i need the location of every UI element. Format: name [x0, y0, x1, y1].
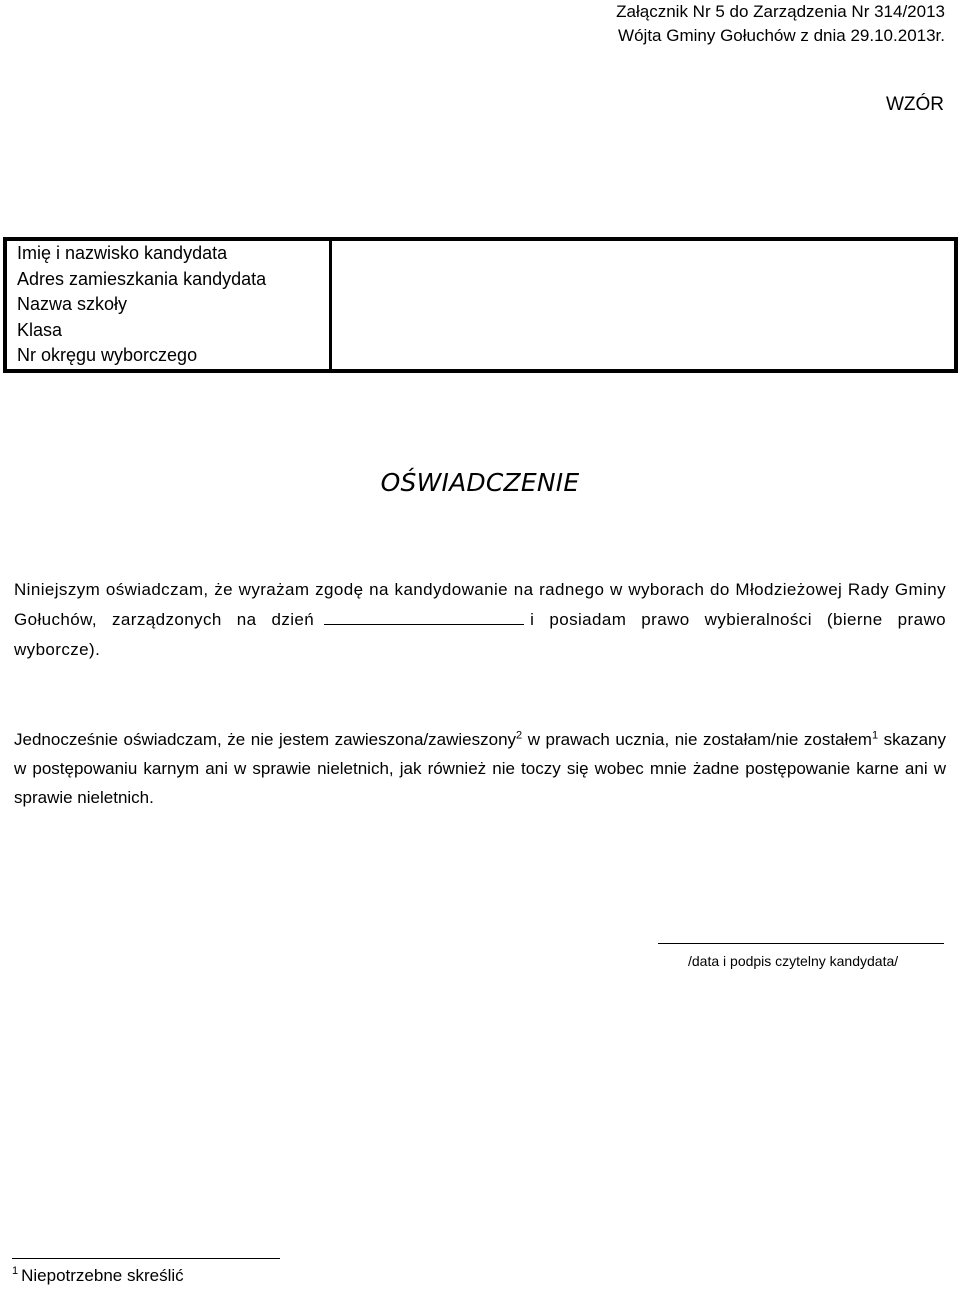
candidate-data-field[interactable]: [331, 239, 957, 371]
footnote-text: Niepotrzebne skreślić: [21, 1266, 184, 1285]
signature-line[interactable]: [658, 943, 944, 944]
label-district: Nr okręgu wyborczego: [17, 345, 198, 365]
declaration-paragraph-1: [14, 575, 946, 665]
header-line-1: Załącznik Nr 5 do Zarządzenia Nr 314/2013: [616, 2, 945, 21]
candidate-info-table: [3, 237, 958, 373]
declaration-paragraph-2: [14, 725, 946, 812]
footnote-ref-2: 2: [516, 729, 523, 742]
para1-text-after: i posiadam prawo wybieralności (bierne prawo wyborcze).: [14, 610, 946, 659]
template-label: WZÓR: [885, 94, 944, 115]
header-line-2: Wójta Gminy Gołuchów z dnia 29.10.2013r.: [618, 26, 945, 45]
label-class: Klasa: [17, 319, 63, 340]
header-attachment-note: [616, 0, 945, 48]
footnote-separator: [12, 1258, 280, 1259]
label-school: Nazwa szkoły: [17, 294, 128, 314]
para2-part-2: w prawach ucznia, nie zostałam/nie zostałem: [522, 730, 872, 749]
date-blank-field[interactable]: [324, 606, 524, 625]
footnote-number: 1: [12, 1265, 19, 1278]
footnote-ref-1: 1: [871, 729, 879, 742]
label-address: Adres zamieszkania kandydata: [17, 268, 267, 289]
para1-text-before: Niniejszym oświadczam, że wyrażam zgodę na kandydowanie na radnego w wyborach do Młodzieżowej Rady Gminy Gołuchów, zarządzonych na dzień: [14, 580, 946, 629]
document-title: OŚWIADCZENIE: [380, 468, 580, 497]
candidate-labels-cell: [5, 239, 331, 371]
para2-part-3: skazany w postępowaniu karnym ani w sprawie nieletnich, jak również nie toczy się wobec mnie żadne postępowanie karne ani w sprawie nieletnich.: [14, 730, 946, 807]
label-name: Imię i nazwisko kandydata: [17, 243, 228, 263]
signature-caption: /data i podpis czytelny kandydata/: [688, 953, 899, 969]
para2-part-1: Jednocześnie oświadczam, że nie jestem zawieszona/zawieszony: [14, 730, 517, 749]
footnote: [12, 1266, 184, 1286]
